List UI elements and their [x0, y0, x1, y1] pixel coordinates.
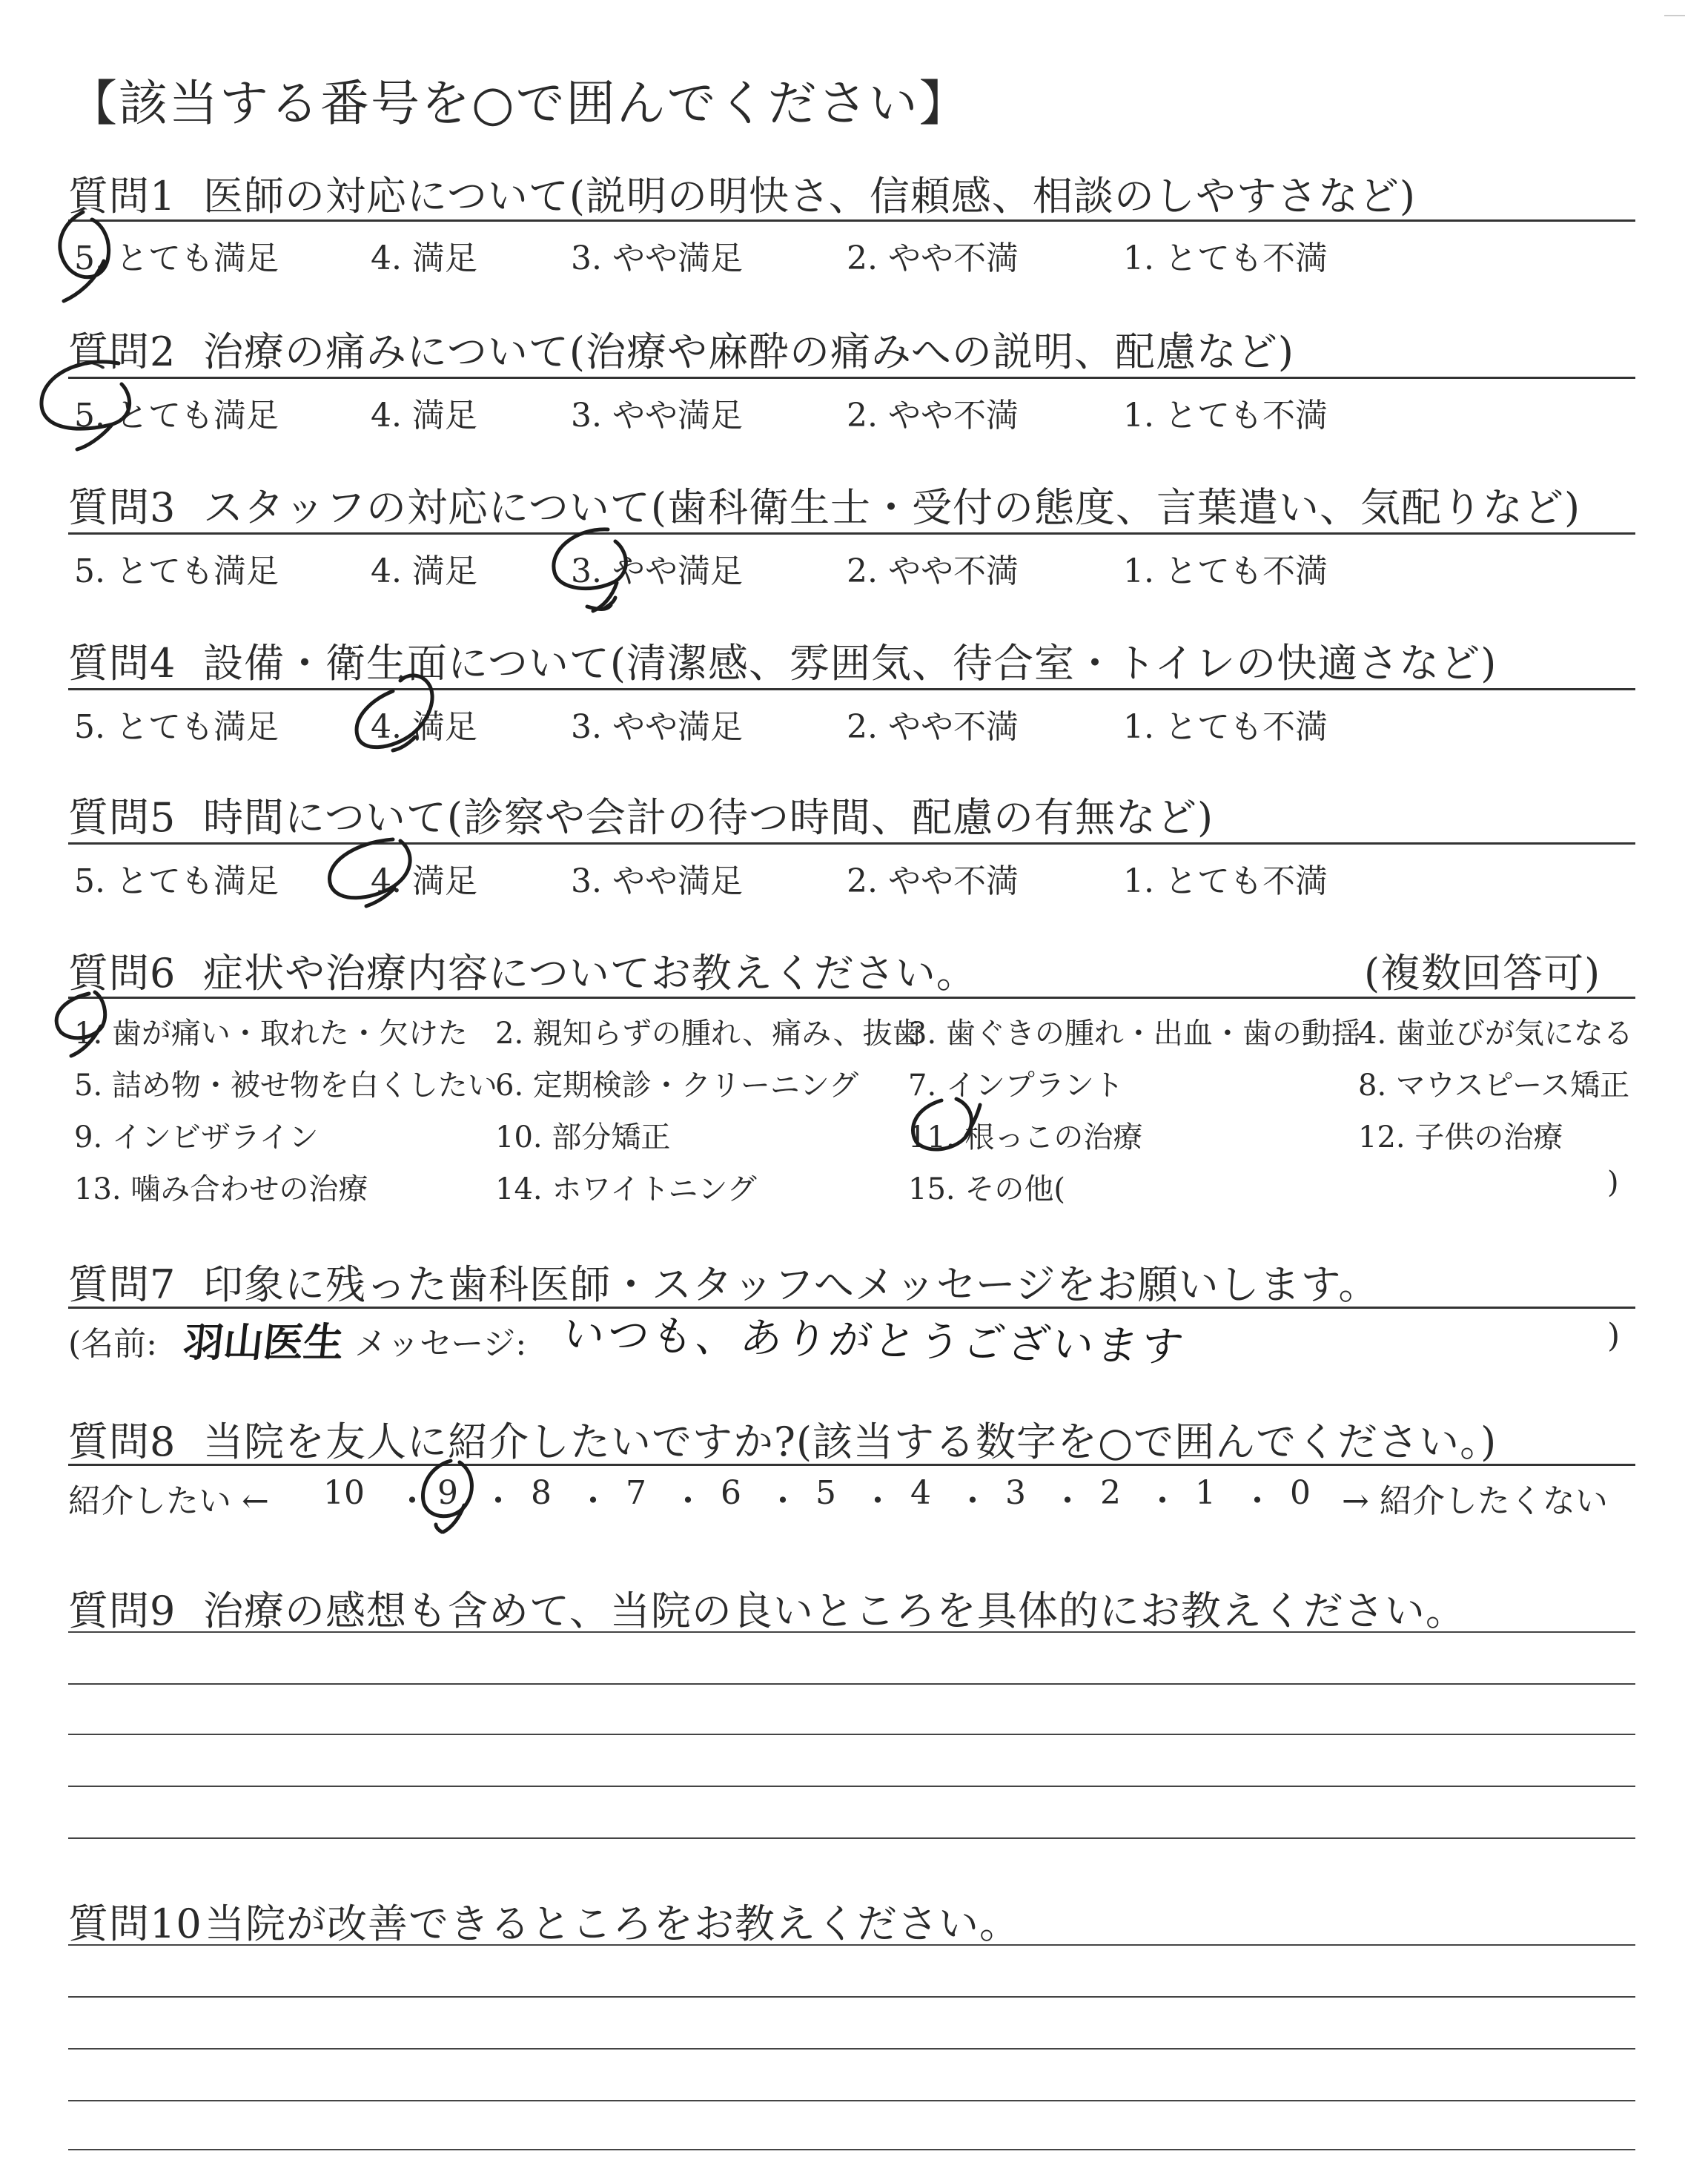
q10-answer-line[interactable] [68, 1944, 1635, 1946]
q8-scale-4[interactable]: 4 [910, 1474, 931, 1512]
q8-scale-2[interactable]: 2 [1100, 1474, 1121, 1512]
q8-dot: ・ [861, 1482, 894, 1520]
q8-scale-10[interactable]: 10 [323, 1474, 365, 1512]
q8-dot: ・ [1146, 1482, 1179, 1520]
q8-label: 質問8 [68, 1418, 176, 1465]
q7-message-label: メッセージ: [354, 1325, 527, 1363]
q8-scale-7[interactable]: 7 [626, 1474, 646, 1512]
q6-rule [68, 997, 1635, 999]
q8-scale-1[interactable]: 1 [1195, 1474, 1216, 1512]
q4-option-4[interactable]: 4. 満足 [371, 708, 477, 746]
q5-text: 時間について(診察や会計の待つ時間、配慮の有無など) [203, 794, 1214, 841]
q8-dot: ・ [482, 1482, 514, 1520]
q2-label: 質問2 [68, 328, 176, 375]
q6-option-14[interactable]: 14. ホワイトニング [495, 1172, 757, 1206]
q1-text: 医師の対応について(説明の明快さ、信頼感、相談のしやすさなど) [203, 173, 1416, 219]
q6-option-12[interactable]: 12. 子供の治療 [1358, 1120, 1563, 1155]
q6-option-10[interactable]: 10. 部分矯正 [495, 1120, 671, 1155]
q4-option-2[interactable]: 2. やや不満 [847, 708, 1019, 746]
q3-option-5[interactable]: 5. とても満足 [74, 552, 279, 590]
q8-scale-5[interactable]: 5 [815, 1474, 836, 1512]
q10-label: 質問10 [68, 1900, 202, 1947]
q8-rule [68, 1464, 1635, 1466]
scan-edge-mark [1664, 15, 1685, 25]
q3-option-1[interactable]: 1. とても不満 [1123, 552, 1328, 590]
q8-scale-3[interactable]: 3 [1005, 1474, 1026, 1512]
q1-option-2[interactable]: 2. やや不満 [847, 240, 1019, 277]
q6-option-3[interactable]: 3. 歯ぐきの腫れ・出血・歯の動揺 [908, 1017, 1361, 1051]
q5-option-2[interactable]: 2. やや不満 [847, 862, 1019, 900]
q6-option-2[interactable]: 2. 親知らずの腫れ、痛み、抜歯 [495, 1017, 922, 1051]
q8-dot: ・ [396, 1482, 428, 1520]
q7-name-prefix: (名前: [68, 1325, 157, 1363]
q2-option-3[interactable]: 3. やや満足 [571, 397, 743, 435]
q7-label: 質問7 [68, 1261, 176, 1308]
q1-label: 質問1 [68, 173, 176, 219]
q5-rule [68, 842, 1635, 845]
q7-text: 印象に残った歯科医師・スタッフへメッセージをお願いします。 [203, 1261, 1380, 1308]
q3-label: 質問3 [68, 484, 176, 531]
q9-label: 質問9 [68, 1588, 176, 1634]
q8-dot: ・ [1051, 1482, 1084, 1520]
q6-option-7[interactable]: 7. インプラント [908, 1069, 1124, 1103]
q4-option-3[interactable]: 3. やや満足 [571, 708, 743, 746]
q10-text: 当院が改善できるところをお教えください。 [205, 1900, 1020, 1947]
q7-message-handwritten[interactable]: いつも、ありがとうございます [559, 1310, 1190, 1372]
q10-answer-line[interactable] [68, 1996, 1635, 1998]
q6-other-close-paren: ) [1607, 1166, 1619, 1200]
q6-option-1[interactable]: 1. 歯が痛い・取れた・欠けた [74, 1017, 468, 1051]
q10-answer-line[interactable] [68, 2149, 1635, 2150]
q2-option-5[interactable]: 5. とても満足 [74, 397, 279, 435]
q8-scale-9[interactable]: 9 [437, 1474, 458, 1512]
q2-option-2[interactable]: 2. やや不満 [847, 397, 1019, 435]
q2-option-1[interactable]: 1. とても不満 [1123, 397, 1328, 435]
q8-scale-0[interactable]: 0 [1290, 1474, 1311, 1512]
q9-answer-line[interactable] [68, 1631, 1635, 1633]
q6-option-13[interactable]: 13. 噛み合わせの治療 [74, 1172, 368, 1206]
q1-option-4[interactable]: 4. 満足 [371, 240, 477, 277]
q6-option-11[interactable]: 11. 根っこの治療 [908, 1120, 1143, 1155]
q3-text: スタッフの対応について(歯科衛生士・受付の態度、言葉遣い、気配りなど) [203, 484, 1581, 531]
q5-option-5[interactable]: 5. とても満足 [74, 862, 279, 900]
q4-text: 設備・衛生面について(清潔感、雰囲気、待合室・トイレの快適さなど) [203, 640, 1497, 687]
q4-label: 質問4 [68, 640, 176, 687]
q4-option-5[interactable]: 5. とても満足 [74, 708, 279, 746]
q4-option-1[interactable]: 1. とても不満 [1123, 708, 1328, 746]
q5-option-4[interactable]: 4. 満足 [371, 862, 477, 900]
q8-dot: ・ [1241, 1482, 1274, 1520]
q1-option-3[interactable]: 3. やや満足 [571, 240, 743, 277]
q2-option-4[interactable]: 4. 満足 [371, 397, 477, 435]
q6-option-6[interactable]: 6. 定期検診・クリーニング [495, 1069, 859, 1103]
q6-option-5[interactable]: 5. 詰め物・被せ物を白くしたい [74, 1069, 497, 1103]
q9-answer-line[interactable] [68, 1837, 1635, 1839]
q8-dot: ・ [577, 1482, 609, 1520]
q3-rule [68, 532, 1635, 535]
q8-dot: ・ [956, 1482, 989, 1520]
q9-answer-line[interactable] [68, 1734, 1635, 1735]
q3-option-4[interactable]: 4. 満足 [371, 552, 477, 590]
q5-option-3[interactable]: 3. やや満足 [571, 862, 743, 900]
q6-option-15[interactable]: 15. その他( [908, 1172, 1065, 1206]
q2-rule [68, 377, 1635, 379]
q8-text: 当院を友人に紹介したいですか?(該当する数字を○で囲んでください。) [203, 1418, 1497, 1465]
q1-option-5[interactable]: 5. とても満足 [74, 240, 279, 277]
q8-dot: ・ [672, 1482, 704, 1520]
page-title: 【該当する番号を○で囲んでください】 [68, 75, 970, 132]
q1-rule [68, 219, 1635, 222]
q5-option-1[interactable]: 1. とても不満 [1123, 862, 1328, 900]
q3-option-2[interactable]: 2. やや不満 [847, 552, 1019, 590]
q6-label: 質問6 [68, 950, 176, 997]
q8-dot: ・ [767, 1482, 799, 1520]
q2-text: 治療の痛みについて(治療や麻酔の痛みへの説明、配慮など) [203, 328, 1294, 375]
q1-option-1[interactable]: 1. とても不満 [1123, 240, 1328, 277]
q8-scale-6[interactable]: 6 [721, 1474, 741, 1512]
q6-text: 症状や治療内容についてお教えください。 [203, 950, 977, 997]
q6-multiple-answer-note: (複数回答可) [1364, 950, 1601, 997]
q4-rule [68, 688, 1635, 690]
q9-answer-line[interactable] [68, 1786, 1635, 1787]
q10-answer-line[interactable] [68, 2048, 1635, 2050]
q8-right-label: → 紹介したくない [1342, 1482, 1608, 1520]
q6-option-4[interactable]: 4. 歯並びが気になる [1358, 1017, 1633, 1051]
q3-option-3[interactable]: 3. やや満足 [571, 552, 743, 590]
q5-label: 質問5 [68, 794, 176, 841]
q8-scale-8[interactable]: 8 [531, 1474, 552, 1512]
q9-answer-line[interactable] [68, 1683, 1635, 1685]
q7-name-handwritten[interactable]: 羽山医生 [181, 1319, 346, 1366]
q6-option-9[interactable]: 9. インビザライン [74, 1120, 319, 1155]
q8-left-label: 紹介したい ← [68, 1482, 269, 1520]
q10-answer-line[interactable] [68, 2100, 1635, 2101]
q9-text: 治療の感想も含めて、当院の良いところを具体的にお教えください。 [203, 1588, 1466, 1634]
q6-option-8[interactable]: 8. マウスピース矯正 [1358, 1069, 1630, 1103]
q7-close-paren: ) [1607, 1317, 1621, 1355]
